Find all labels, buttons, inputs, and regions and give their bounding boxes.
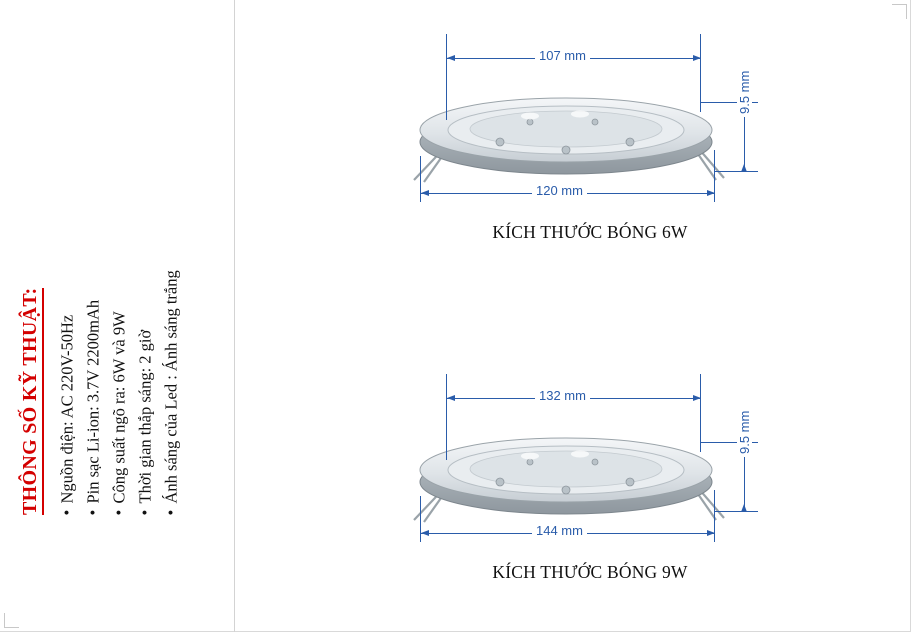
spec-item: [135, 329, 155, 515]
spec-item: [109, 310, 129, 515]
caption-6w: KÍCH THƯỚC BÓNG 6W: [492, 222, 688, 242]
corner-mark-top-right: [892, 4, 907, 19]
diagram-9w: [380, 370, 800, 630]
arrow-up-thickness-9w: [741, 504, 747, 512]
dimension-label-bottom-width-6w: 120 mm: [532, 183, 587, 198]
leader-line-thickness-bottom-9w: [714, 511, 758, 512]
spec-item: [57, 314, 77, 515]
arrow-left-top-9w: [447, 395, 455, 401]
arrow-up-thickness-6w: [741, 164, 747, 172]
extension-line-top-left-9w: [446, 374, 447, 460]
dimension-label-thickness-9w: 9.5 mm: [737, 408, 752, 457]
column-divider: [234, 0, 235, 632]
spec-item-label: Công suất ngõ ra: 6W và 9W: [109, 310, 129, 503]
dimension-label-top-width-9w: 132 mm: [535, 388, 590, 403]
arrow-right-top-6w: [693, 55, 701, 61]
extension-line-top-right-9w: [700, 374, 701, 452]
dimension-label-top-width-6w: 107 mm: [535, 48, 590, 63]
bullet-icon: •: [161, 509, 181, 515]
extension-line-top-right-6w: [700, 34, 701, 112]
dimension-label-bottom-width-9w: 144 mm: [532, 523, 587, 538]
arrow-right-top-9w: [693, 395, 701, 401]
spec-item: [161, 269, 181, 515]
arrow-right-bottom-9w: [707, 530, 715, 536]
bullet-icon: •: [135, 509, 155, 515]
corner-mark-bottom-left: [4, 613, 19, 628]
arrow-left-bottom-9w: [421, 530, 429, 536]
specs-panel: [14, 100, 229, 520]
spec-item-label: Ánh sáng của Led : Ánh sáng trắng: [161, 269, 181, 503]
arrow-left-top-6w: [447, 55, 455, 61]
extension-line-top-left-6w: [446, 34, 447, 120]
diagram-6w: [380, 30, 800, 290]
arrow-left-bottom-6w: [421, 190, 429, 196]
spec-item-label: Pin sạc Li-ion: 3.7V 2200mAh: [83, 299, 103, 503]
bullet-icon: •: [57, 509, 77, 515]
leader-line-thickness-bottom-6w: [714, 171, 758, 172]
spec-item-label: Nguồn điện: AC 220V-50Hz: [57, 314, 77, 503]
dimension-label-thickness-6w: 9.5 mm: [737, 68, 752, 117]
spec-item-label: Thời gian thắp sáng: 2 giờ: [135, 329, 155, 503]
bullet-icon: •: [109, 509, 129, 515]
caption-9w: KÍCH THƯỚC BÓNG 9W: [492, 562, 688, 582]
arrow-right-bottom-6w: [707, 190, 715, 196]
specs-title: THÔNG SỐ KỸ THUẬT:: [20, 288, 44, 515]
bullet-icon: •: [83, 509, 103, 515]
spec-item: [83, 299, 103, 515]
